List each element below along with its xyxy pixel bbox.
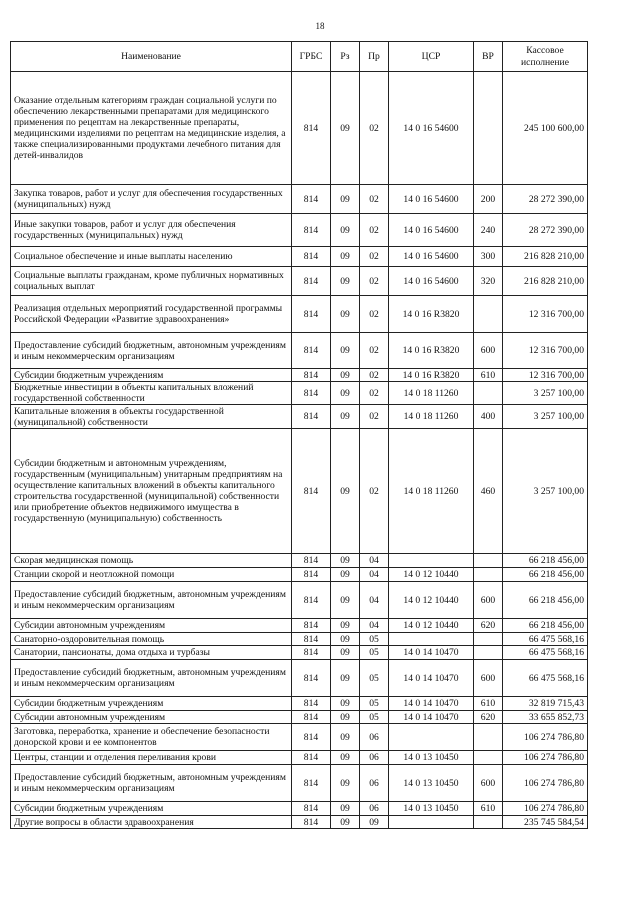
cell-rz: 09 (331, 660, 360, 697)
column-header-rz: Рз (331, 42, 360, 72)
cell-name: Заготовка, переработка, хранение и обеспечение безопасности донорской крови и ее компонентов (11, 724, 292, 751)
column-header-amount (503, 42, 588, 72)
table-row (11, 405, 588, 429)
cell-amount: 245 100 600,00 (503, 72, 588, 185)
cell-csr: 14 0 16 R3820 (389, 369, 474, 382)
cell-csr: 14 0 12 10440 (389, 582, 474, 619)
cell-rz: 09 (331, 816, 360, 829)
cell-amount: 216 828 210,00 (503, 267, 588, 296)
cell-amount: 66 218 456,00 (503, 582, 588, 619)
cell-vr (474, 751, 503, 765)
cell-name: Социальное обеспечение и иные выплаты населению (11, 247, 292, 267)
cell-name: Оказание отдельным категориям граждан социальной услуги по обеспечению лекарственными препаратами для медицинского применения по рецептам на лекарственные препараты, медицинскими изделиями по рецептам на медицинские изделия, а также специализированными продуктами лечебного питания для детей-инвалидов (11, 72, 292, 185)
table-row (11, 697, 588, 711)
cell-grbs: 814 (292, 247, 331, 267)
cell-pr: 02 (360, 296, 389, 333)
table-row (11, 802, 588, 816)
cell-name: Субсидии автономным учреждениям (11, 711, 292, 724)
cell-vr (474, 816, 503, 829)
cell-csr: 14 0 12 10440 (389, 568, 474, 582)
cell-name: Скорая медицинская помощь (11, 554, 292, 568)
cell-name: Субсидии бюджетным учреждениям (11, 697, 292, 711)
cell-pr: 02 (360, 247, 389, 267)
cell-vr: 320 (474, 267, 503, 296)
cell-csr (389, 633, 474, 646)
table-row (11, 267, 588, 296)
cell-csr: 14 0 18 11260 (389, 429, 474, 554)
cell-rz: 09 (331, 633, 360, 646)
cell-rz: 09 (331, 214, 360, 247)
cell-name: Санаторно-оздоровительная помощь (11, 633, 292, 646)
cell-pr: 04 (360, 568, 389, 582)
cell-grbs: 814 (292, 646, 331, 660)
cell-grbs: 814 (292, 633, 331, 646)
cell-rz: 09 (331, 333, 360, 369)
table-row (11, 751, 588, 765)
cell-csr: 14 0 16 R3820 (389, 333, 474, 369)
cell-amount: 28 272 390,00 (503, 185, 588, 214)
cell-vr (474, 382, 503, 405)
cell-pr: 04 (360, 582, 389, 619)
cell-amount: 12 316 700,00 (503, 369, 588, 382)
cell-name: Другие вопросы в области здравоохранения (11, 816, 292, 829)
cell-vr: 300 (474, 247, 503, 267)
cell-amount: 32 819 715,43 (503, 697, 588, 711)
cell-vr: 600 (474, 333, 503, 369)
cell-rz: 09 (331, 724, 360, 751)
cell-grbs: 814 (292, 619, 331, 633)
cell-name: Иные закупки товаров, работ и услуг для обеспечения государственных (муниципальных) нужд (11, 214, 292, 247)
table-row (11, 333, 588, 369)
cell-csr: 14 0 16 54600 (389, 214, 474, 247)
cell-csr: 14 0 16 54600 (389, 247, 474, 267)
table-row (11, 369, 588, 382)
column-header-pr: Пр (360, 42, 389, 72)
cell-vr (474, 72, 503, 185)
table-row (11, 633, 588, 646)
cell-grbs: 814 (292, 429, 331, 554)
cell-amount: 3 257 100,00 (503, 405, 588, 429)
cell-name: Субсидии бюджетным и автономным учреждениям, государственным (муниципальным) унитарным предприятиям на осуществление капитальных вложений в объекты капитального строительства государственной (муниципальной) собственности или приобретение объектов недвижимого имущества в государственную (муниципальную) собственность (11, 429, 292, 554)
cell-grbs: 814 (292, 405, 331, 429)
cell-amount: 66 475 568,16 (503, 633, 588, 646)
cell-vr (474, 296, 503, 333)
cell-amount: 66 218 456,00 (503, 568, 588, 582)
cell-rz: 09 (331, 697, 360, 711)
cell-name: Предоставление субсидий бюджетным, автономным учреждениям и иным некоммерческим организациям (11, 582, 292, 619)
cell-amount: 106 274 786,80 (503, 765, 588, 802)
table-row (11, 214, 588, 247)
cell-csr (389, 816, 474, 829)
cell-amount: 3 257 100,00 (503, 382, 588, 405)
cell-pr: 05 (360, 697, 389, 711)
table-row (11, 296, 588, 333)
cell-csr: 14 0 16 54600 (389, 185, 474, 214)
cell-name: Санатории, пансионаты, дома отдыха и турбазы (11, 646, 292, 660)
table-row (11, 554, 588, 568)
cell-name: Бюджетные инвестиции в объекты капитальных вложений государственной собственности (11, 382, 292, 405)
cell-amount: 66 475 568,16 (503, 646, 588, 660)
cell-rz: 09 (331, 429, 360, 554)
cell-grbs: 814 (292, 660, 331, 697)
cell-grbs: 814 (292, 765, 331, 802)
cell-csr: 14 0 12 10440 (389, 619, 474, 633)
cell-name: Предоставление субсидий бюджетным, автономным учреждениям и иным некоммерческим организациям (11, 333, 292, 369)
table-header-row (11, 42, 588, 72)
cell-name: Капитальные вложения в объекты государственной (муниципальной) собственности (11, 405, 292, 429)
column-header-csr: ЦСР (389, 42, 474, 72)
cell-grbs: 814 (292, 697, 331, 711)
cell-pr: 02 (360, 369, 389, 382)
cell-vr (474, 633, 503, 646)
cell-grbs: 814 (292, 185, 331, 214)
cell-pr: 06 (360, 724, 389, 751)
cell-amount: 66 218 456,00 (503, 554, 588, 568)
cell-name: Субсидии автономным учреждениям (11, 619, 292, 633)
cell-vr (474, 554, 503, 568)
cell-grbs: 814 (292, 333, 331, 369)
cell-name: Станции скорой и неотложной помощи (11, 568, 292, 582)
cell-pr: 02 (360, 382, 389, 405)
cell-amount: 12 316 700,00 (503, 296, 588, 333)
cell-grbs: 814 (292, 267, 331, 296)
table-row (11, 816, 588, 829)
cell-name: Реализация отдельных мероприятий государственной программы Российской Федерации «Развитие здравоохранения» (11, 296, 292, 333)
cell-pr: 02 (360, 405, 389, 429)
cell-rz: 09 (331, 751, 360, 765)
cell-name: Предоставление субсидий бюджетным, автономным учреждениям и иным некоммерческим организациям (11, 765, 292, 802)
cell-vr (474, 646, 503, 660)
cell-vr: 600 (474, 765, 503, 802)
cell-amount: 28 272 390,00 (503, 214, 588, 247)
cell-rz: 09 (331, 247, 360, 267)
cell-grbs: 814 (292, 816, 331, 829)
cell-name: Субсидии бюджетным учреждениям (11, 802, 292, 816)
column-header-name: Наименование (11, 42, 292, 72)
cell-grbs: 814 (292, 554, 331, 568)
cell-pr: 06 (360, 802, 389, 816)
table-row (11, 568, 588, 582)
cell-grbs: 814 (292, 568, 331, 582)
column-header-vr: ВР (474, 42, 503, 72)
cell-csr: 14 0 14 10470 (389, 697, 474, 711)
cell-pr: 05 (360, 711, 389, 724)
cell-rz: 09 (331, 72, 360, 185)
cell-grbs: 814 (292, 382, 331, 405)
cell-name: Закупка товаров, работ и услуг для обеспечения государственных (муниципальных) нужд (11, 185, 292, 214)
table-body (11, 72, 588, 829)
cell-pr: 02 (360, 429, 389, 554)
cell-amount: 66 218 456,00 (503, 619, 588, 633)
cell-vr: 610 (474, 697, 503, 711)
cell-vr: 200 (474, 185, 503, 214)
cell-rz: 09 (331, 711, 360, 724)
table-row (11, 765, 588, 802)
budget-execution-table (10, 41, 588, 829)
cell-pr: 05 (360, 646, 389, 660)
cell-rz: 09 (331, 296, 360, 333)
page-number: 18 (315, 21, 325, 31)
cell-csr: 14 0 14 10470 (389, 711, 474, 724)
cell-csr: 14 0 16 54600 (389, 267, 474, 296)
cell-rz: 09 (331, 554, 360, 568)
cell-grbs: 814 (292, 296, 331, 333)
cell-vr: 620 (474, 619, 503, 633)
cell-grbs: 814 (292, 369, 331, 382)
table-row (11, 660, 588, 697)
cell-pr: 02 (360, 267, 389, 296)
table-row (11, 619, 588, 633)
cell-grbs: 814 (292, 751, 331, 765)
cell-csr: 14 0 18 11260 (389, 382, 474, 405)
cell-name: Центры, станции и отделения переливания крови (11, 751, 292, 765)
cell-pr: 06 (360, 751, 389, 765)
cell-rz: 09 (331, 382, 360, 405)
column-header-grbs: ГРБС (292, 42, 331, 72)
cell-amount: 106 274 786,80 (503, 802, 588, 816)
cell-rz: 09 (331, 405, 360, 429)
cell-csr: 14 0 16 R3820 (389, 296, 474, 333)
cell-amount: 235 745 584,54 (503, 816, 588, 829)
cell-amount: 106 274 786,80 (503, 751, 588, 765)
cell-grbs: 814 (292, 802, 331, 816)
cell-name: Социальные выплаты гражданам, кроме публичных нормативных социальных выплат (11, 267, 292, 296)
cell-vr: 620 (474, 711, 503, 724)
cell-vr: 460 (474, 429, 503, 554)
table-row (11, 646, 588, 660)
cell-rz: 09 (331, 582, 360, 619)
cell-csr (389, 554, 474, 568)
cell-amount: 106 274 786,80 (503, 724, 588, 751)
cell-rz: 09 (331, 646, 360, 660)
cell-amount: 3 257 100,00 (503, 429, 588, 554)
table-row (11, 382, 588, 405)
cell-pr: 05 (360, 660, 389, 697)
cell-pr: 09 (360, 816, 389, 829)
cell-vr: 600 (474, 582, 503, 619)
cell-pr: 04 (360, 619, 389, 633)
cell-csr: 14 0 14 10470 (389, 646, 474, 660)
cell-pr: 02 (360, 72, 389, 185)
cell-rz: 09 (331, 802, 360, 816)
table-row (11, 582, 588, 619)
cell-rz: 09 (331, 568, 360, 582)
cell-pr: 02 (360, 185, 389, 214)
cell-pr: 02 (360, 214, 389, 247)
cell-pr: 02 (360, 333, 389, 369)
table-row (11, 72, 588, 185)
table-row (11, 185, 588, 214)
cell-csr: 14 0 13 10450 (389, 751, 474, 765)
cell-vr: 600 (474, 660, 503, 697)
cell-grbs: 814 (292, 724, 331, 751)
cell-pr: 05 (360, 633, 389, 646)
cell-rz: 09 (331, 765, 360, 802)
cell-csr: 14 0 14 10470 (389, 660, 474, 697)
cell-rz: 09 (331, 185, 360, 214)
cell-grbs: 814 (292, 582, 331, 619)
cell-pr: 06 (360, 765, 389, 802)
cell-vr: 400 (474, 405, 503, 429)
cell-amount: 33 655 852,73 (503, 711, 588, 724)
cell-amount: 216 828 210,00 (503, 247, 588, 267)
table-row (11, 247, 588, 267)
cell-rz: 09 (331, 619, 360, 633)
cell-vr (474, 724, 503, 751)
cell-csr: 14 0 13 10450 (389, 802, 474, 816)
cell-vr: 240 (474, 214, 503, 247)
cell-amount: 12 316 700,00 (503, 333, 588, 369)
cell-name: Субсидии бюджетным учреждениям (11, 369, 292, 382)
column-header-amount-label: Кассовое исполнение (521, 44, 569, 68)
cell-grbs: 814 (292, 711, 331, 724)
cell-csr: 14 0 18 11260 (389, 405, 474, 429)
cell-rz: 09 (331, 369, 360, 382)
cell-csr (389, 724, 474, 751)
cell-rz: 09 (331, 267, 360, 296)
cell-vr (474, 568, 503, 582)
cell-amount: 66 475 568,16 (503, 660, 588, 697)
cell-grbs: 814 (292, 72, 331, 185)
cell-name: Предоставление субсидий бюджетным, автономным учреждениям и иным некоммерческим организациям (11, 660, 292, 697)
cell-vr: 610 (474, 802, 503, 816)
table-row (11, 711, 588, 724)
cell-grbs: 814 (292, 214, 331, 247)
cell-csr: 14 0 13 10450 (389, 765, 474, 802)
cell-pr: 04 (360, 554, 389, 568)
cell-vr: 610 (474, 369, 503, 382)
table-row (11, 724, 588, 751)
table-row (11, 429, 588, 554)
cell-csr: 14 0 16 54600 (389, 72, 474, 185)
